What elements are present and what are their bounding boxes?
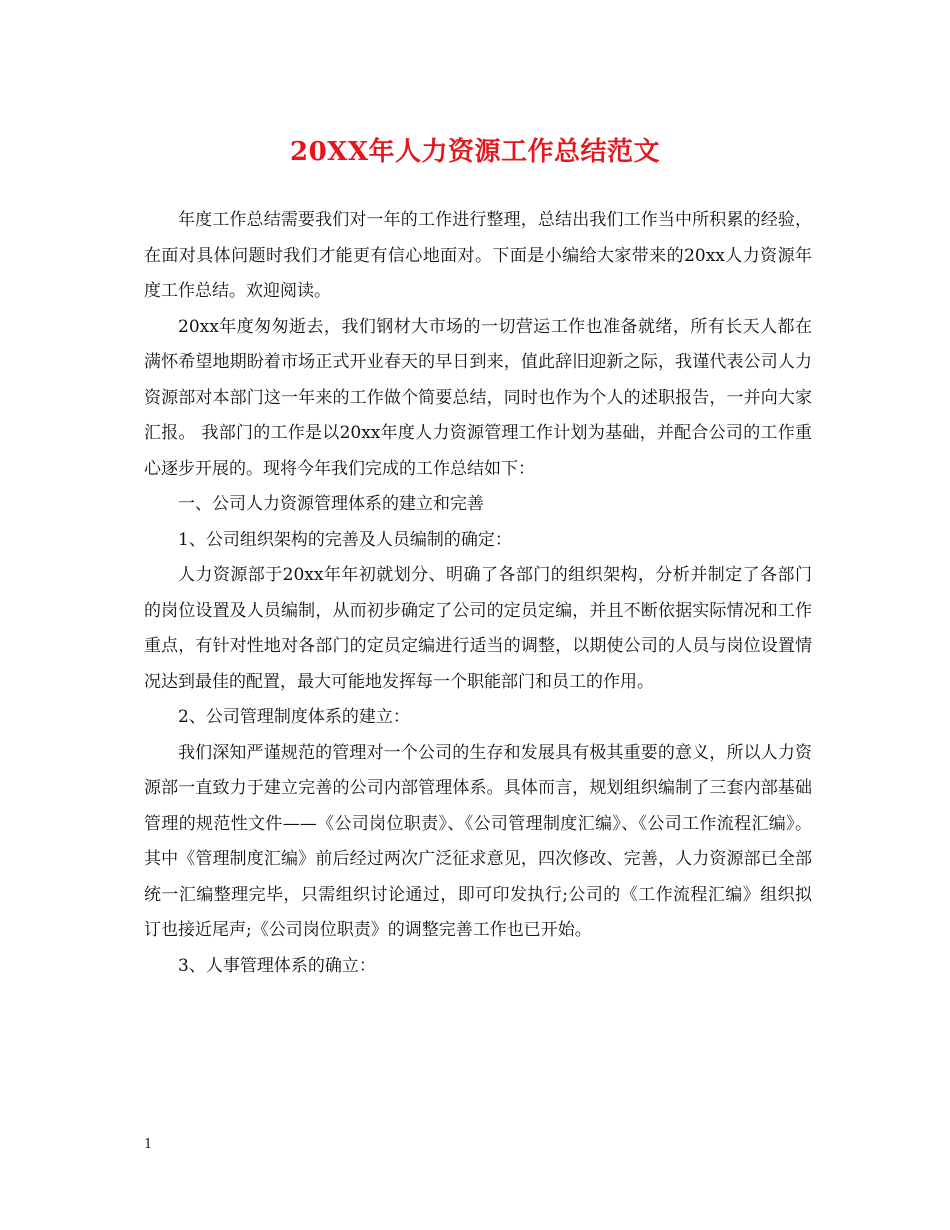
page-number: 1	[144, 1137, 153, 1152]
subsection-heading-3: 3、人事管理体系的确立：	[178, 955, 376, 976]
subsection-heading-1: 1、公司组织架构的完善及人员编制的确定：	[178, 529, 512, 550]
document-body	[144, 203, 812, 984]
paragraph-overview: 20xx年度匆匆逝去，我们钢材大市场的一切营运工作也准备就绪，所有长天人都在满怀希望地期盼着市场正式开业春天的早日到来，值此辞旧迎新之际，我谨代表公司人力资源部对本部门这一年来的工作做个简要总结，同时也作为个人的述职报告，一并向大家汇报。 我部门的工作是以20xx年度人力资源管理工作计划为基础，并配合公司的工作重心逐步开展的。现将今年我们完成的工作总结如下：	[144, 316, 812, 479]
document-title: 20XX年人力资源工作总结范文	[289, 137, 661, 167]
subsection-heading-2: 2、公司管理制度体系的建立：	[178, 707, 410, 727]
section-heading-1: 一、公司人力资源管理体系的建立和完善	[178, 494, 484, 514]
paragraph-management-system: 我们深知严谨规范的管理对一个公司的生存和发展具有极其重要的意义，所以人力资源部一直致力于建立完善的公司内部管理体系。具体而言，规划组织编制了三套内部基础管理的规范性文件——《公司岗位职责》、《公司管理制度汇编》、《公司工作流程汇编》。其中《管理制度汇编》前后经过两次广泛征求意见，四次修改、完善，人力资源部已全部统一汇编整理完毕，只需组织讨论通过，即可印发执行;公司的《工作流程汇编》组织拟订也接近尾声;《公司岗位职责》的调整完善工作也已开始。	[144, 742, 812, 940]
paragraph-org-structure: 人力资源部于20xx年年初就划分、明确了各部门的组织架构，分析并制定了各部门的岗位设置及人员编制，从而初步确定了公司的定员定编，并且不断依据实际情况和工作重点，有针对性地对各部门的定员定编进行适当的调整，以期使公司的人员与岗位设置情况达到最佳的配置，最大可能地发挥每一个职能部门和员工的作用。	[144, 565, 812, 692]
paragraph-intro: 年度工作总结需要我们对一年的工作进行整理，总结出我们工作当中所积累的经验，在面对具体问题时我们才能更有信心地面对。下面是小编给大家带来的20xx人力资源年度工作总结。欢迎阅读。	[144, 210, 812, 301]
